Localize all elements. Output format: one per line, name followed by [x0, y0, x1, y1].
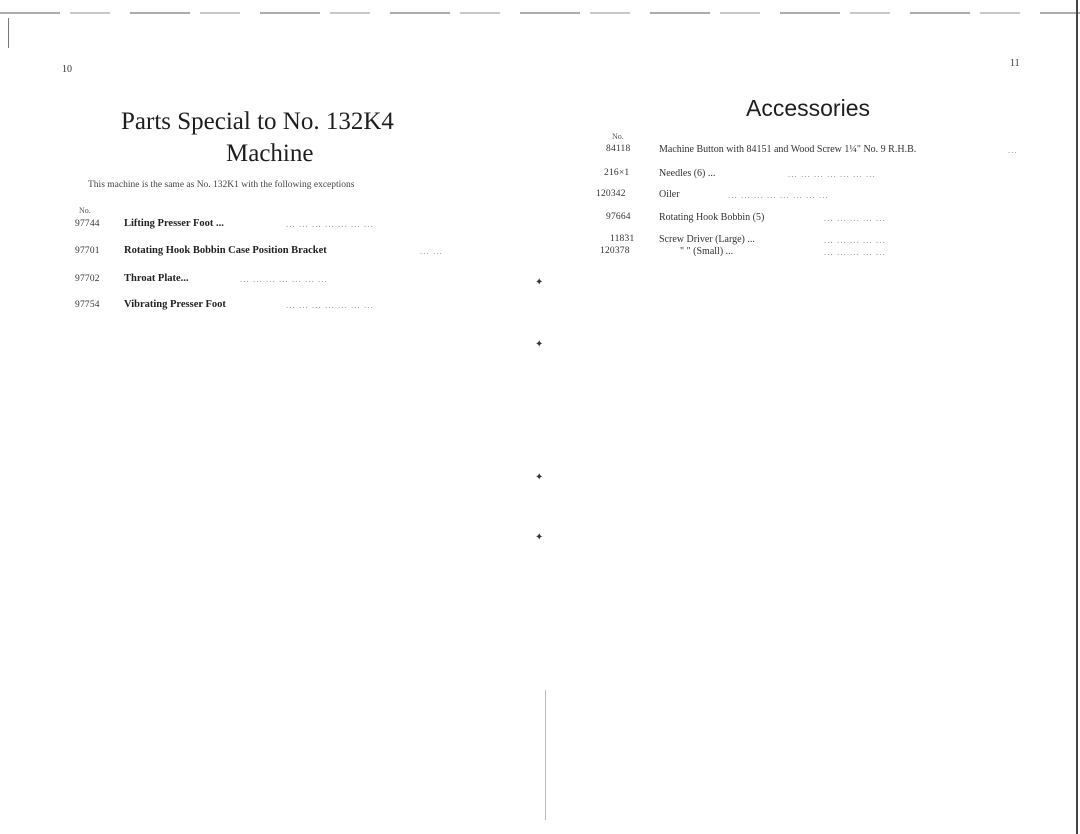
fleuron-ornament: ✦	[535, 532, 544, 543]
dot-leader: ... ...	[420, 246, 443, 256]
left-page-title: Parts Special to No. 132K4	[121, 108, 394, 135]
accessory-description: Needles (6) ...	[659, 168, 716, 179]
accessory-description: Oiler	[659, 189, 680, 200]
left-page-title-line2: Machine	[226, 140, 314, 167]
accessory-description: Machine Button with 84151 and Wood Screw 1¼" No. 9 R.H.B.	[659, 144, 917, 155]
intro-text: This machine is the same as No. 132K1 with the following exceptions	[88, 180, 355, 190]
part-description: Vibrating Presser Foot	[124, 299, 226, 310]
parts-column-header: No.	[79, 206, 91, 215]
part-number: 97754	[75, 300, 100, 310]
dot-leader: ... ... ... ... ...	[824, 247, 886, 257]
accessory-number: 120378	[600, 246, 630, 256]
accessory-number: 11831	[610, 234, 635, 244]
fleuron-ornament: ✦	[535, 339, 544, 350]
fleuron-ornament: ✦	[535, 277, 544, 288]
accessory-number: 216×1	[604, 168, 630, 178]
accessory-description: Rotating Hook Bobbin (5)	[659, 212, 765, 223]
scan-top-edge	[0, 12, 1080, 14]
part-number: 97744	[75, 219, 100, 229]
part-number: 97701	[75, 246, 100, 256]
accessory-description: Screw Driver (Large) ...	[659, 234, 755, 245]
dot-leader: ... ... ... ... ... ... ...	[240, 274, 328, 284]
scan-right-edge	[1076, 0, 1078, 834]
right-page-title: Accessories	[746, 95, 870, 121]
dot-leader: ... ... ... ... ... ... ...	[286, 300, 374, 310]
dot-leader: ...	[1008, 145, 1018, 155]
page-gutter	[545, 690, 546, 820]
dot-leader: ... ... ... ... ... ... ...	[286, 219, 374, 229]
part-number: 97702	[75, 274, 100, 284]
dot-leader: ... ... ... ... ...	[824, 235, 886, 245]
fleuron-ornament: ✦	[535, 472, 544, 483]
accessory-number: 120342	[596, 189, 626, 199]
right-page-number: 11	[1010, 58, 1020, 69]
dot-leader: ... ... ... ... ...	[824, 213, 886, 223]
dot-leader: ... ... ... ... ... ... ... ...	[728, 190, 829, 200]
scan-left-mark	[8, 18, 9, 48]
left-page-number: 10	[62, 64, 72, 75]
part-description: Throat Plate...	[124, 273, 189, 284]
accessory-number: 97664	[606, 212, 631, 222]
part-description: Lifting Presser Foot ...	[124, 218, 224, 229]
part-description: Rotating Hook Bobbin Case Position Bracket	[124, 245, 327, 256]
dot-leader: ... ... ... ... ... ... ...	[788, 169, 876, 179]
accessory-description: " " (Small) ...	[680, 246, 734, 257]
accessories-column-header: No.	[612, 132, 624, 141]
accessory-number: 84118	[606, 144, 631, 154]
